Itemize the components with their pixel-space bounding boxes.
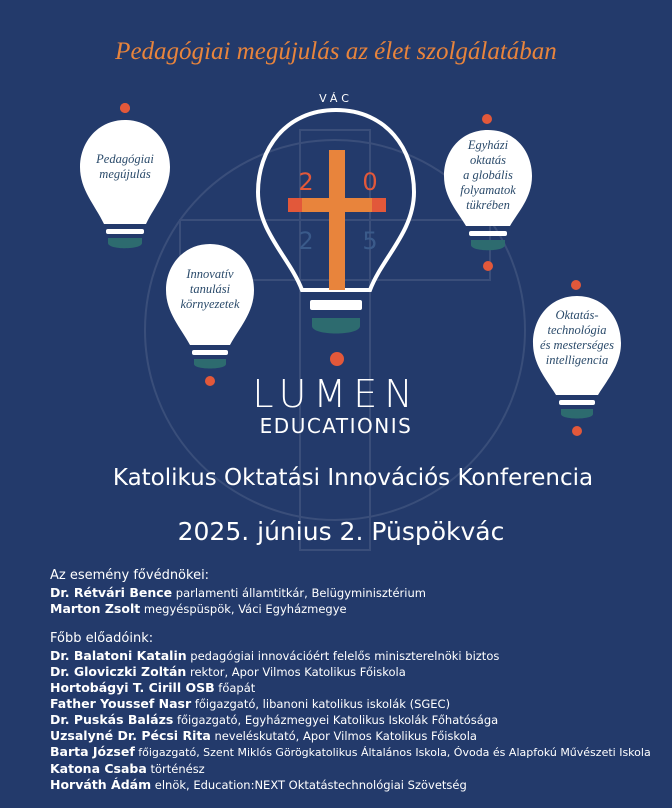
speakers-section — [50, 631, 651, 793]
speakers-heading: Főbb előadóink: — [50, 631, 154, 646]
list-item: Marton Zsolt megyéspüspök, Váci Egyházmegye — [50, 601, 347, 616]
year-digit-2: 0 — [362, 168, 378, 196]
list-item: Barta József főigazgató, Szent Miklós Görögkatolikus Általános Iskola, Óvoda és Alapfokú Művészeti Iskola — [50, 744, 651, 759]
logo-name: LUMEN — [252, 372, 420, 416]
conference-title: Katolikus Oktatási Innovációs Konferencia — [112, 465, 594, 491]
list-item: Dr. Balatoni Katalin pedagógiai innovációért felelős miniszterelnöki biztos — [50, 648, 500, 663]
list-item: Katona Csaba történész — [50, 761, 205, 776]
list-item: Father Youssef Nasr főigazgató, libanoni katolikus iskolák (SGEC) — [50, 696, 451, 711]
year-digit-3: 2 — [298, 227, 314, 255]
patrons-section — [50, 568, 426, 617]
bulb-label-3: Egyházi oktatás a globális folyamatok tükrében — [460, 138, 516, 212]
place-small-label: VÁC — [319, 92, 353, 105]
logo-subname: EDUCATIONIS — [259, 414, 413, 438]
list-item: Horváth Ádám elnök, Education:NEXT Oktatástechnológiai Szövetség — [50, 777, 467, 792]
bulb-label-1: Pedagógiai megújulás — [96, 152, 154, 181]
list-item: Hortobágyi T. Cirill OSB főapát — [50, 680, 256, 695]
bulb-label-4: Oktatás- technológia és mesterséges intelligencia — [540, 308, 614, 367]
patrons-heading: Az esemény fővédnökei: — [50, 568, 210, 583]
year-digit-4: 5 — [362, 227, 378, 255]
list-item: Uzsalyné Dr. Pécsi Rita neveléskutató, Apor Vilmos Katolikus Főiskola — [50, 728, 477, 743]
tagline: Pedagógiai megújulás az élet szolgálatában — [115, 38, 557, 65]
list-item: Dr. Gloviczki Zoltán rektor, Apor Vilmos Katolikus Főiskola — [50, 664, 406, 679]
date-place: 2025. június 2. Püspökvác — [177, 517, 505, 546]
list-item: Dr. Rétvári Bence parlamenti államtitkár, Belügyminisztérium — [50, 585, 426, 600]
bulb-icon-2 — [166, 244, 254, 386]
list-item: Dr. Puskás Balázs főigazgató, Egyházmegyei Katolikus Iskolák Főhatósága — [50, 712, 499, 727]
bulb-label-2: Innovatív tanulási környezetek — [180, 267, 240, 311]
year-digit-1: 2 — [298, 168, 314, 196]
